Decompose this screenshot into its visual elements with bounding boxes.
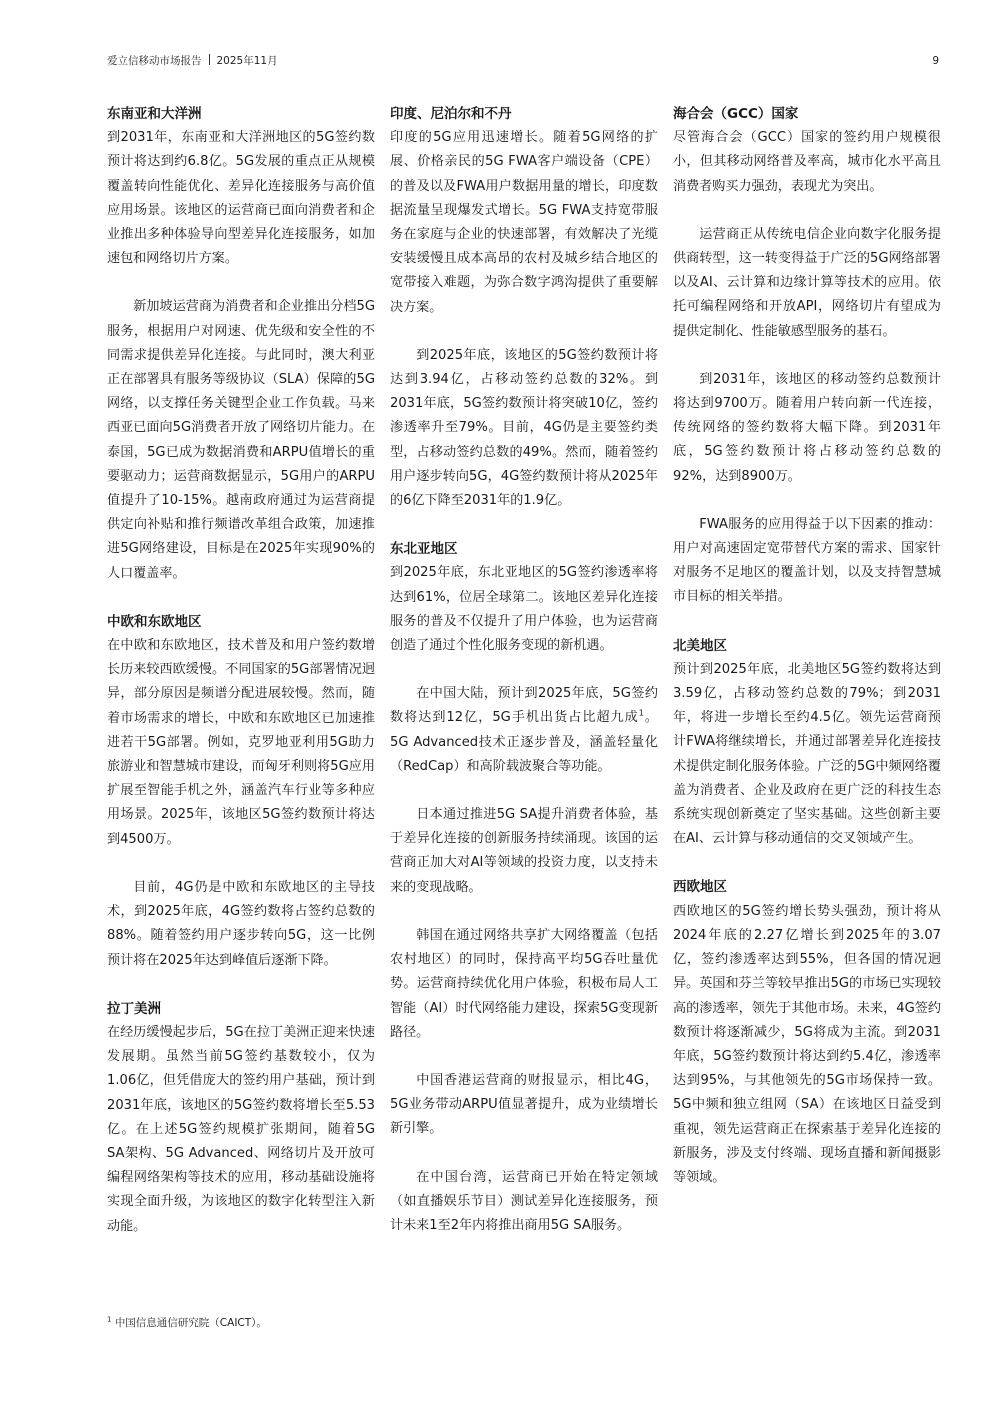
paragraph: 运营商正从传统电信企业向数字化服务提供商转型，这一转变得益于广泛的5G网络部署以及AI、云计算和边缘计算等技术的应用。依托可编程网络和开放API，网络切片有望成为提供定制化、性能敏感型服务的基石。 (673, 226, 941, 339)
paragraph: 到2031年，该地区的移动签约总数预计将达到9700万。随着用户转向新一代连接，传统网络的签约数将大幅下降。到2031年底，5G签约数预计将占移动签约总数的92%，达到8900万。 (673, 371, 941, 484)
section-heading-cee: 中欧和东欧地区 (107, 613, 202, 630)
page-header (107, 53, 939, 69)
paragraph: 到2025年底，东北亚地区的5G签约渗透率将达到61%，位居全球第二。该地区差异化连接服务的普及不仅提升了用户体验，也为运营商创造了通过个性化服务变现的新机遇。 (390, 565, 658, 654)
paragraph: 韩国在通过网络共享扩大网络覆盖（包括农村地区）的同时，保持高平均5G吞吐量优势。运营商持续优化用户体验，积极布局人工智能（AI）时代网络能力建设，探索5G变现新路径。 (390, 927, 658, 1040)
header-separator (209, 54, 210, 65)
footnote-text: 中国信息通信研究院（CAICT）。 (114, 1317, 267, 1329)
paragraph-text: 在中国大陆，预计到2025年底，5G签约数将达到12亿，5G手机出货占比超九成 (390, 686, 658, 726)
section-heading-india-nepal-bhutan: 印度、尼泊尔和不丹 (390, 106, 512, 122)
paragraph: 目前，4G仍是中欧和东欧地区的主导技术，到2025年底，4G签约数将占签约总数的88%。随着签约用户逐步转向5G，这一比例预计将在2025年达到峰值后逐渐下降。 (107, 879, 375, 968)
page-number: 9 (932, 55, 939, 67)
paragraph: 到2025年底，该地区的5G签约数预计将达到3.94亿，占移动签约总数的32%。到2031年底，5G签约数预计将突破10亿，签约渗透率升至79%。目前，4G仍是主要签约类型，占移动签约总数的49%。然而，随着签约用户逐步转向5G，4G签约数预计将从2025年的6亿下降至2031年的1.9亿。 (390, 347, 658, 509)
paragraph: 新加坡运营商为消费者和企业推出分档5G服务，根据用户对网速、优先级和安全性的不同需求提供差异化连接。与此同时，澳大利亚正在部署具有服务等级协议（SLA）保障的5G网络，以支撑任务关键型企业工作负载。马来西亚已面向5G消费者开放了网络切片能力。在泰国，5G已成为数据消费和ARPU值增长的重要驱动力；运营商数据显示，5G用户的ARPU值提升了10-15%。越南政府通过为运营商提供定向补贴和推行频谱改革组合政策，加速推进5G网络建设，目标是在2025年实现90%的人口覆盖率。 (107, 299, 375, 581)
paragraph: 预计到2025年底，北美地区5G签约数将达到3.59亿，占移动签约总数的79%；到2031年，将进一步增长至约4.5亿。领先运营商预计FWA将继续增长，并通过部署差异化连接技术提供定制化服务体验。广泛的5G中频网络覆盖为消费者、企业及政府在更广泛的科技生态系统实现创新奠定了坚实基础。这些创新主要在AI、云计算与移动通信的交叉领域产生。 (673, 661, 941, 847)
report-title: 爱立信移动市场报告 (107, 55, 202, 67)
paragraph: 日本通过推进5G SA提升消费者体验，基于差异化连接的创新服务持续涌现。该国的运营商正加大对AI等领域的投资力度，以支持未来的变现战略。 (390, 807, 658, 895)
footnote (107, 1316, 267, 1330)
column-right (673, 102, 941, 1190)
paragraph: 在中国台湾，运营商已开始在特定领域（如直播娱乐节目）测试差异化连接服务，预计未来1至2年内将推出商用5G SA服务。 (390, 1169, 658, 1233)
paragraph: 在经历缓慢起步后，5G在拉丁美洲正迎来快速发展期。虽然当前5G签约基数较小，仅为1.06亿，但凭借庞大的签约用户基础，预计到2031年底，该地区的5G签约数将增长至5.53亿。在上述5G签约规模扩张期间，随着5G SA架构、5G Advanced、网络切片及开放可编程网络架构等技术的应用，移动基础设施将实现全面升级，为该地区的数字化转型注入新动能。 (107, 1024, 375, 1234)
section-heading-western-europe: 西欧地区 (673, 879, 727, 896)
paragraph: 印度的5G应用迅速增长。随着5G网络的扩展、价格亲民的5G FWA客户端设备（CPE）的普及以及FWA用户数据用量的增长，印度数据流量呈现爆发式增长。5G FWA支持宽带服务在家庭与企业的快速部署，有效解决了光缆安装缓慢且成本高昂的农村及城乡结合地区的宽带接入难题，为弥合数字鸿沟提供了重要解决方案。 (390, 130, 658, 315)
section-heading-sea-oceania: 东南亚和大洋洲 (107, 106, 202, 122)
paragraph: 中国香港运营商的财报显示，相比4G，5G业务带动ARPU值显著提升，成为业绩增长新引擎。 (390, 1072, 658, 1137)
section-heading-north-america: 北美地区 (673, 637, 727, 654)
report-date: 2025年11月 (216, 55, 278, 67)
section-heading-north-east-asia: 东北亚地区 (390, 541, 458, 558)
paragraph-text: 。5G Advanced技术正逐步普及，涵盖轻量化（RedCap）和高阶载波聚合等功能。 (390, 710, 658, 774)
footnote-marker: 1 (107, 1315, 112, 1324)
paragraph: 尽管海合会（GCC）国家的签约用户规模很小，但其移动网络普及率高，城市化水平高且消费者购买力强劲，表现尤为突出。 (673, 130, 941, 194)
column-left (107, 102, 375, 1239)
column-middle (390, 102, 658, 1238)
footnote-reference: 1 (638, 709, 644, 719)
paragraph: 西欧地区的5G签约增长势头强劲，预计将从2024年底的2.27亿增长到2025年的3.07亿，签约渗透率达到55%，但各国的情况迥异。英国和芬兰等较早推出5G的市场已实现较高的渗透率，领先于其他市场。未来，4G签约数预计将逐渐减少，5G将成为主流。到2031年底，5G签约数预计将达到约5.4亿，渗透率达到95%，与其他领先的5G市场保持一致。5G中频和独立组网（SA）在该地区日益受到重视，领先运营商正在探索基于差异化连接的新服务，涉及支付终端、现场直播和新闻摄影等领域。 (673, 903, 941, 1185)
section-heading-latin-america: 拉丁美洲 (107, 1000, 161, 1017)
section-heading-gcc: 海合会（GCC）国家 (673, 106, 799, 122)
paragraph-mainland-china (390, 682, 658, 779)
paragraph: 到2031年，东南亚和大洋洲地区的5G签约数预计将达到约6.8亿。5G发展的重点正从规模覆盖转向性能优化、差异化连接服务与高价值应用场景。该地区的运营商已面向消费者和企业推出多种体验导向型差异化连接服务，如加速包和网络切片方案。 (107, 130, 375, 267)
paragraph: FWA服务的应用得益于以下因素的推动：用户对高速固定宽带替代方案的需求、国家针对服务不足地区的覆盖计划，以及支持智慧城市目标的相关举措。 (673, 516, 941, 605)
paragraph: 在中欧和东欧地区，技术普及和用户签约数增长历来较西欧缓慢。不同国家的5G部署情况迥异，部分原因是频谱分配进展较慢。然而，随着市场需求的增长，中欧和东欧地区已加速推进若干5G部署。例如，克罗地亚利用5G助力旅游业和智慧城市建设，而匈牙利则将5G应用扩展至智能手机之外，涵盖汽车行业等多种应用场景。2025年，该地区5G签约数预计将达到4500万。 (107, 638, 375, 847)
